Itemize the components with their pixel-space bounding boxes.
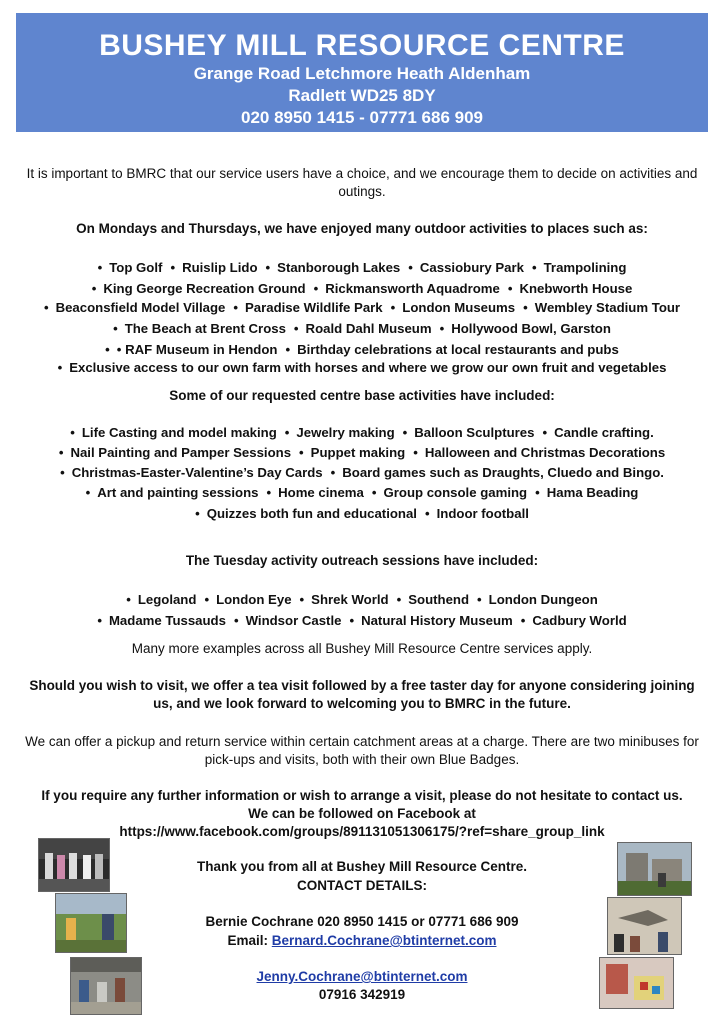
centre-item: • Jewelry making xyxy=(285,423,395,443)
outdoor-item: • The Beach at Brent Cross xyxy=(113,319,286,339)
tuesday-heading: The Tuesday activity outreach sessions have included: xyxy=(185,553,539,568)
outdoor-item: • Wembley Stadium Tour xyxy=(523,298,680,318)
photo-crafting xyxy=(599,957,674,1009)
contact-heading: CONTACT DETAILS: xyxy=(297,878,427,893)
tuesday-item: • London Eye xyxy=(204,590,291,610)
outdoor-item: • Exclusive access to our own farm with horses and where we grow our own fruit and vegetables xyxy=(58,358,667,378)
tuesday-item: • Southend xyxy=(397,590,469,610)
email-link-jenny[interactable]: Jenny.Cochrane@btinternet.com xyxy=(256,969,468,984)
photo-group-top-golf xyxy=(38,838,110,892)
more-examples-text: Many more examples across all Bushey Mill Resource Centre services apply. xyxy=(131,641,593,656)
centre-item: • Life Casting and model making xyxy=(70,423,277,443)
centre-item: • Balloon Sculptures xyxy=(403,423,535,443)
page-title: BUSHEY MILL RESOURCE CENTRE xyxy=(99,29,625,62)
outdoor-item: • Birthday celebrations at local restaurants and pubs xyxy=(285,340,618,360)
outdoor-item: • Rickmansworth Aquadrome xyxy=(314,279,500,299)
centre-item: • Quizzes both fun and educational xyxy=(195,504,417,524)
outdoor-row xyxy=(30,319,694,339)
outdoor-item: • Top Golf xyxy=(98,258,163,278)
photo-indoor-activity xyxy=(70,957,142,1015)
centre-item: • Art and painting sessions xyxy=(86,483,259,503)
address-line-2: Radlett WD25 8DY xyxy=(288,86,436,105)
facebook-intro: We can be followed on Facebook at xyxy=(248,806,476,821)
centre-row xyxy=(30,463,694,483)
tuesday-item: • Natural History Museum xyxy=(349,611,512,631)
tuesday-item: • Cadbury World xyxy=(521,611,627,631)
tuesday-item: • London Dungeon xyxy=(477,590,598,610)
centre-item: • Puppet making xyxy=(299,443,405,463)
outdoor-item: • Knebworth House xyxy=(508,279,632,299)
tuesday-item: • Madame Tussauds xyxy=(97,611,226,631)
centre-heading: Some of our requested centre base activities have included: xyxy=(169,388,555,403)
centre-row xyxy=(30,423,694,443)
centre-item: • Home cinema xyxy=(266,483,363,503)
centre-item: • Board games such as Draughts, Cluedo and Bingo. xyxy=(331,463,664,483)
centre-item: • Christmas-Easter-Valentine’s Day Cards xyxy=(60,463,323,483)
photo-museum xyxy=(607,897,682,955)
outdoor-item: • Hollywood Bowl, Garston xyxy=(440,319,611,339)
intro-text: It is important to BMRC that our service users have a choice, and we encourage them to decide on activities and outings. xyxy=(26,166,698,199)
outdoor-item: • Beaconsfield Model Village xyxy=(44,298,225,318)
photo-castle xyxy=(617,842,692,896)
centre-item: • Halloween and Christmas Decorations xyxy=(413,443,665,463)
outdoor-heading: On Mondays and Thursdays, we have enjoyed many outdoor activities to places such as: xyxy=(76,221,648,236)
photo-garden-visit xyxy=(55,893,127,953)
centre-item: • Indoor football xyxy=(425,504,529,524)
outdoor-row xyxy=(30,258,694,278)
outdoor-item: • King George Recreation Ground xyxy=(92,279,306,299)
outdoor-item: • • RAF Museum in Hendon xyxy=(105,340,277,360)
outdoor-row xyxy=(30,279,694,299)
outdoor-item: • Cassiobury Park xyxy=(408,258,524,278)
outdoor-row xyxy=(30,298,694,318)
tuesday-item: • Legoland xyxy=(126,590,196,610)
centre-item: • Hama Beading xyxy=(535,483,638,503)
tuesday-item: • Shrek World xyxy=(300,590,389,610)
outdoor-row xyxy=(30,340,694,360)
header-banner xyxy=(16,13,708,132)
address-line-1: Grange Road Letchmore Heath Aldenham xyxy=(193,64,531,83)
outdoor-item: • Paradise Wildlife Park xyxy=(233,298,382,318)
facebook-url[interactable]: https://www.facebook.com/groups/891131051306175/?ref=share_group_link xyxy=(119,824,605,839)
outdoor-item: • Trampolining xyxy=(532,258,626,278)
centre-item: • Nail Painting and Pamper Sessions xyxy=(59,443,291,463)
pickup-text: We can offer a pickup and return service within certain catchment areas at a charge. There are two minibuses for pick-ups and visits, both with their own Blue Badges. xyxy=(25,734,699,767)
outdoor-item: • Roald Dahl Museum xyxy=(294,319,432,339)
centre-item: • Group console gaming xyxy=(372,483,527,503)
header-phones: 020 8950 1415 - 07771 686 909 xyxy=(240,108,483,127)
tuesday-row xyxy=(30,590,694,610)
centre-item: • Candle crafting. xyxy=(542,423,653,443)
outdoor-item: • Ruislip Lido xyxy=(170,258,257,278)
jenny-phone: 07916 342919 xyxy=(318,987,406,1002)
outdoor-item: • London Museums xyxy=(391,298,515,318)
email-label: Email: xyxy=(227,933,272,948)
email-link-bernard[interactable]: Bernard.Cochrane@btinternet.com xyxy=(271,933,497,948)
centre-row xyxy=(30,483,694,503)
info-line-1: If you require any further information or wish to arrange a visit, please do not hesitate to contact us. xyxy=(41,788,683,803)
outdoor-row xyxy=(30,358,694,378)
centre-row xyxy=(30,443,694,463)
outdoor-item: • Stanborough Lakes xyxy=(266,258,401,278)
thanks-text: Thank you from all at Bushey Mill Resource Centre. xyxy=(196,859,528,874)
tuesday-item: • Windsor Castle xyxy=(234,611,342,631)
bernie-contact: Bernie Cochrane 020 8950 1415 or 07771 686 909 xyxy=(205,914,519,929)
tuesday-row xyxy=(30,611,694,631)
centre-row xyxy=(30,504,694,524)
visit-text: Should you wish to visit, we offer a tea visit followed by a free taster day for anyone considering joining us, and we look forward to welcoming you to BMRC in the future. xyxy=(29,678,695,711)
